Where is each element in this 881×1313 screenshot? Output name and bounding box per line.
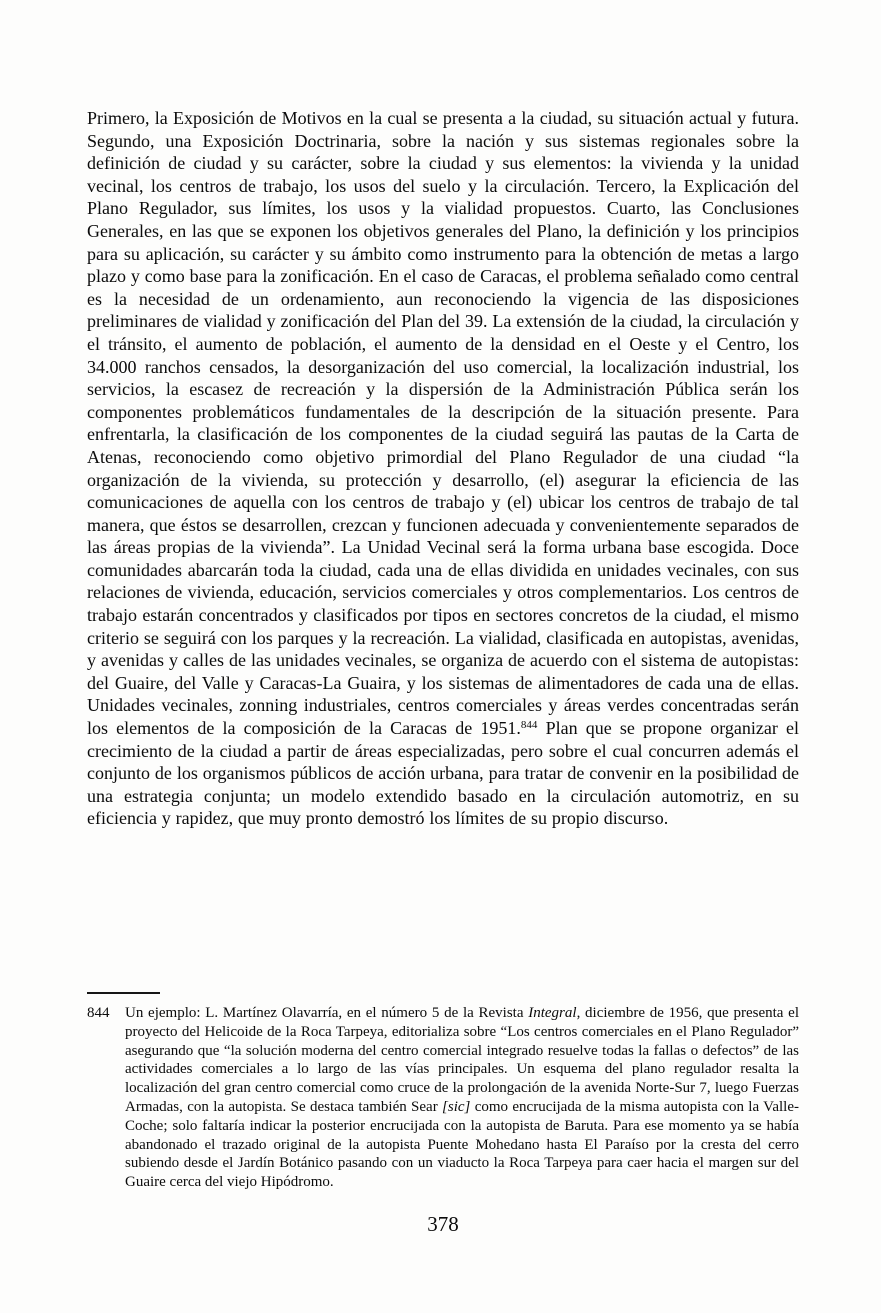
footnote bbox=[87, 1004, 799, 1192]
footnote-text bbox=[125, 1004, 799, 1192]
footnote-area bbox=[87, 992, 799, 1192]
footnote-segment: , diciembre de 1956, que presenta el proyecto del Helicoide de la Roca Tarpeya, editorializa sobre “Los centros comerciales en el Plano Regulador” asegurando que “la solución moderna del centro comercial integrado resuelve todas la fallas o defectos” de las actividades comerciales a lo largo de las vías principales. Un esquema del plano regulador resalta la localización del gran centro comercial como cruce de la prolongación de la avenida Norte-Sur 7, luego Fuerzas Armadas, con la autopista. Se destaca también Sear bbox=[125, 1005, 799, 1115]
footnote-reference-marker: 844 bbox=[520, 719, 538, 732]
footnote-number: 844 bbox=[87, 1005, 110, 1021]
main-paragraph bbox=[87, 107, 799, 830]
page-number: 378 bbox=[427, 1212, 459, 1236]
paragraph-text-after-ref: Plan que se propone organizar el crecimiento de la ciudad a partir de áreas especializadas, pero sobre el cual concurren además el conjunto de los organismos públicos de acción urbana, para tratar de convenir en la posibilidad de una estrategia conjunta; un modelo extendido basado en la circulación automotriz, en su eficiencia y rapidez, que muy pronto demostró los límites de su propio discurso. bbox=[87, 718, 800, 829]
footnote-segment: como encrucijada de la misma autopista con la Valle-Coche; solo faltaría indicar la posterior encrucijada con la autopista de Baruta. Para ese momento ya se había abandonado el trazado original de la autopista Puente Mohedano hasta El Paraíso por la cresta del cerro subiendo desde el Jardín Botánico pasando con un viaducto la Roca Tarpeya para caer hacia el margen sur del Guaire cerca del viejo Hipódromo. bbox=[125, 1098, 799, 1191]
footnote-segment: Un ejemplo: L. Martínez Olavarría, en el número 5 de la Revista bbox=[125, 1005, 529, 1021]
footnote-segment-italic: [sic] bbox=[442, 1098, 471, 1115]
paragraph-text-before-ref: Primero, la Exposición de Motivos en la cual se presenta a la ciudad, su situación actual y futura. Segundo, una Exposición Doctrinaria, sobre la nación y sus sistemas regionales sobre la definición de ciudad y su carácter, sobre la ciudad y sus elementos: la vivienda y la unidad vecinal, los centros de trabajo, los usos del suelo y la circulación. Tercero, la Explicación del Plano Regulador, sus límites, los usos y la vialidad propuestos. Cuarto, las Conclusiones Generales, en las que se exponen los objetivos generales del Plano, la definición y los principios para su aplicación, su carácter y su ámbito como instrumento para la obtención de metas a largo plazo y como base para la zonificación. En el caso de Caracas, el problema señalado como central es la necesidad de un ordenamiento, aun reconociendo la vigencia de las disposiciones preliminares de vialidad y zonificación del Plan del 39. La extensión de la ciudad, la circulación y el tránsito, el aumento de población, el aumento de la densidad en el Oeste y el Centro, los 34.000 ranchos censados, la desorganización del uso comercial, la localización industrial, los servicios, la escasez de recreación y la dispersión de la Administración Pública serán los componentes problemáticos fundamentales de la descripción de la situación presente. Para enfrentarla, la clasificación de los componentes de la ciudad seguirá las pautas de la Carta de Atenas, reconociendo como objetivo primordial del Plano Regulador de una ciudad “la organización de la vivienda, su protección y desarrollo, (el) asegurar la eficiencia de las comunicaciones de aquella con los centros de trabajo y (el) ubicar los centros de trabajo de tal manera, que éstos se desarrollen, crezcan y funcionen adecuada y convenientemente separados de las áreas propias de la vivienda”. La Unidad Vecinal será la forma urbana base escogida. Doce comunidades abarcarán toda la ciudad, cada una de ellas dividida en unidades vecinales, con sus relaciones de vivienda, educación, servicios comerciales y otros complementarios. Los centros de trabajo estarán concentrados y clasificados por tipos en sectores concretos de la ciudad, el mismo criterio se seguirá con los parques y la recreación. La vialidad, clasificada en autopistas, avenidas, y avenidas y calles de las unidades vecinales, se organiza de acuerdo con el sistema de autopistas: del Guaire, del Valle y Caracas-La Guaira, y los sistemas de alimentadores de cada una de ellas. Unidades vecinales, zonning industriales, centros comerciales y áreas verdes concentradas serán los elementos de la composición de la Caracas de 1951. bbox=[87, 108, 799, 739]
footnote-segment-italic: Integral bbox=[528, 1005, 577, 1021]
footnote-separator-rule bbox=[87, 992, 160, 994]
